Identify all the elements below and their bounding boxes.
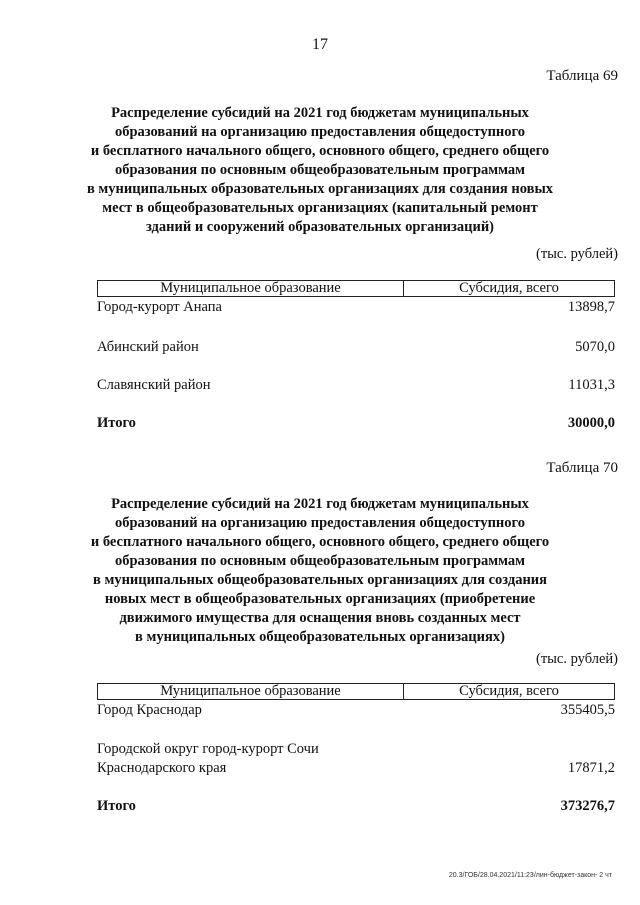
- header-municipality: Муниципальное образование: [98, 281, 404, 296]
- row-value: 5070,0: [575, 339, 615, 355]
- row-name: Город-курорт Анапа: [97, 299, 222, 315]
- table-69-header: [97, 280, 615, 297]
- title-line: Распределение субсидий на 2021 год бюджетам муниципальных: [111, 105, 529, 121]
- title-line: и бесплатного начального общего, основного общего, среднего общего: [90, 534, 550, 550]
- row-name: Городской округ город-курорт Сочи Краснодарского края: [97, 741, 319, 776]
- title-line: новых мест в общеобразовательных организациях (приобретение: [104, 591, 536, 607]
- table-total-row: [97, 797, 615, 816]
- title-line: зданий и сооружений образовательных организаций): [145, 219, 495, 235]
- total-label: Итого: [97, 798, 136, 814]
- row-value: 17871,2: [567, 760, 615, 776]
- page-number: 17: [312, 36, 328, 53]
- title-line: движимого имущества для оснащения вновь созданных мест: [119, 610, 521, 626]
- table-70-caption: Таблица 70: [546, 460, 618, 476]
- table-70-header: [97, 683, 615, 700]
- table-row: [97, 740, 615, 778]
- table-69-title: [20, 104, 620, 237]
- title-line: образований на организацию предоставления общедоступного: [114, 515, 526, 531]
- table-row: [97, 298, 615, 317]
- total-value: 373276,7: [560, 798, 615, 814]
- table-70-title: [20, 495, 620, 647]
- table-row: [97, 376, 615, 395]
- title-line: образования по основным общеобразовательным программам: [114, 162, 526, 178]
- title-line: и бесплатного начального общего, основного общего, среднего общего: [90, 143, 550, 159]
- row-name: Славянский район: [97, 377, 211, 393]
- table-row: [97, 701, 615, 720]
- table-69-units: (тыс. рублей): [536, 246, 618, 262]
- title-line: образования по основным общеобразовательным программам: [114, 553, 526, 569]
- title-line: в муниципальных общеобразовательных организациях): [135, 629, 505, 645]
- table-total-row: [97, 414, 615, 433]
- title-line: Распределение субсидий на 2021 год бюджетам муниципальных: [111, 496, 529, 512]
- total-value: 30000,0: [567, 415, 615, 431]
- row-value: 13898,7: [567, 299, 615, 315]
- row-value: 355405,5: [560, 702, 615, 718]
- title-line: в муниципальных образовательных организациях для создания новых: [86, 181, 554, 197]
- header-subsidy: Субсидия, всего: [459, 683, 559, 699]
- header-municipality: Муниципальное образование: [98, 684, 404, 699]
- table-70-units: (тыс. рублей): [536, 651, 618, 667]
- footer-stamp: 20.3/ГОБ/28.04.2021/11:23/лин-бюджет-закон- 2 чт: [448, 872, 612, 879]
- row-name: Абинский район: [97, 339, 199, 355]
- title-line: образований на организацию предоставления общедоступного: [114, 124, 526, 140]
- header-subsidy: Субсидия, всего: [459, 280, 559, 296]
- table-row: [97, 338, 615, 357]
- row-value: 11031,3: [568, 377, 615, 393]
- title-line: мест в общеобразовательных организациях (капитальный ремонт: [102, 200, 538, 216]
- table-69-caption: Таблица 69: [546, 68, 618, 84]
- title-line: в муниципальных общеобразовательных организациях для создания: [92, 572, 548, 588]
- total-label: Итого: [97, 415, 136, 431]
- row-name: Город Краснодар: [97, 702, 202, 718]
